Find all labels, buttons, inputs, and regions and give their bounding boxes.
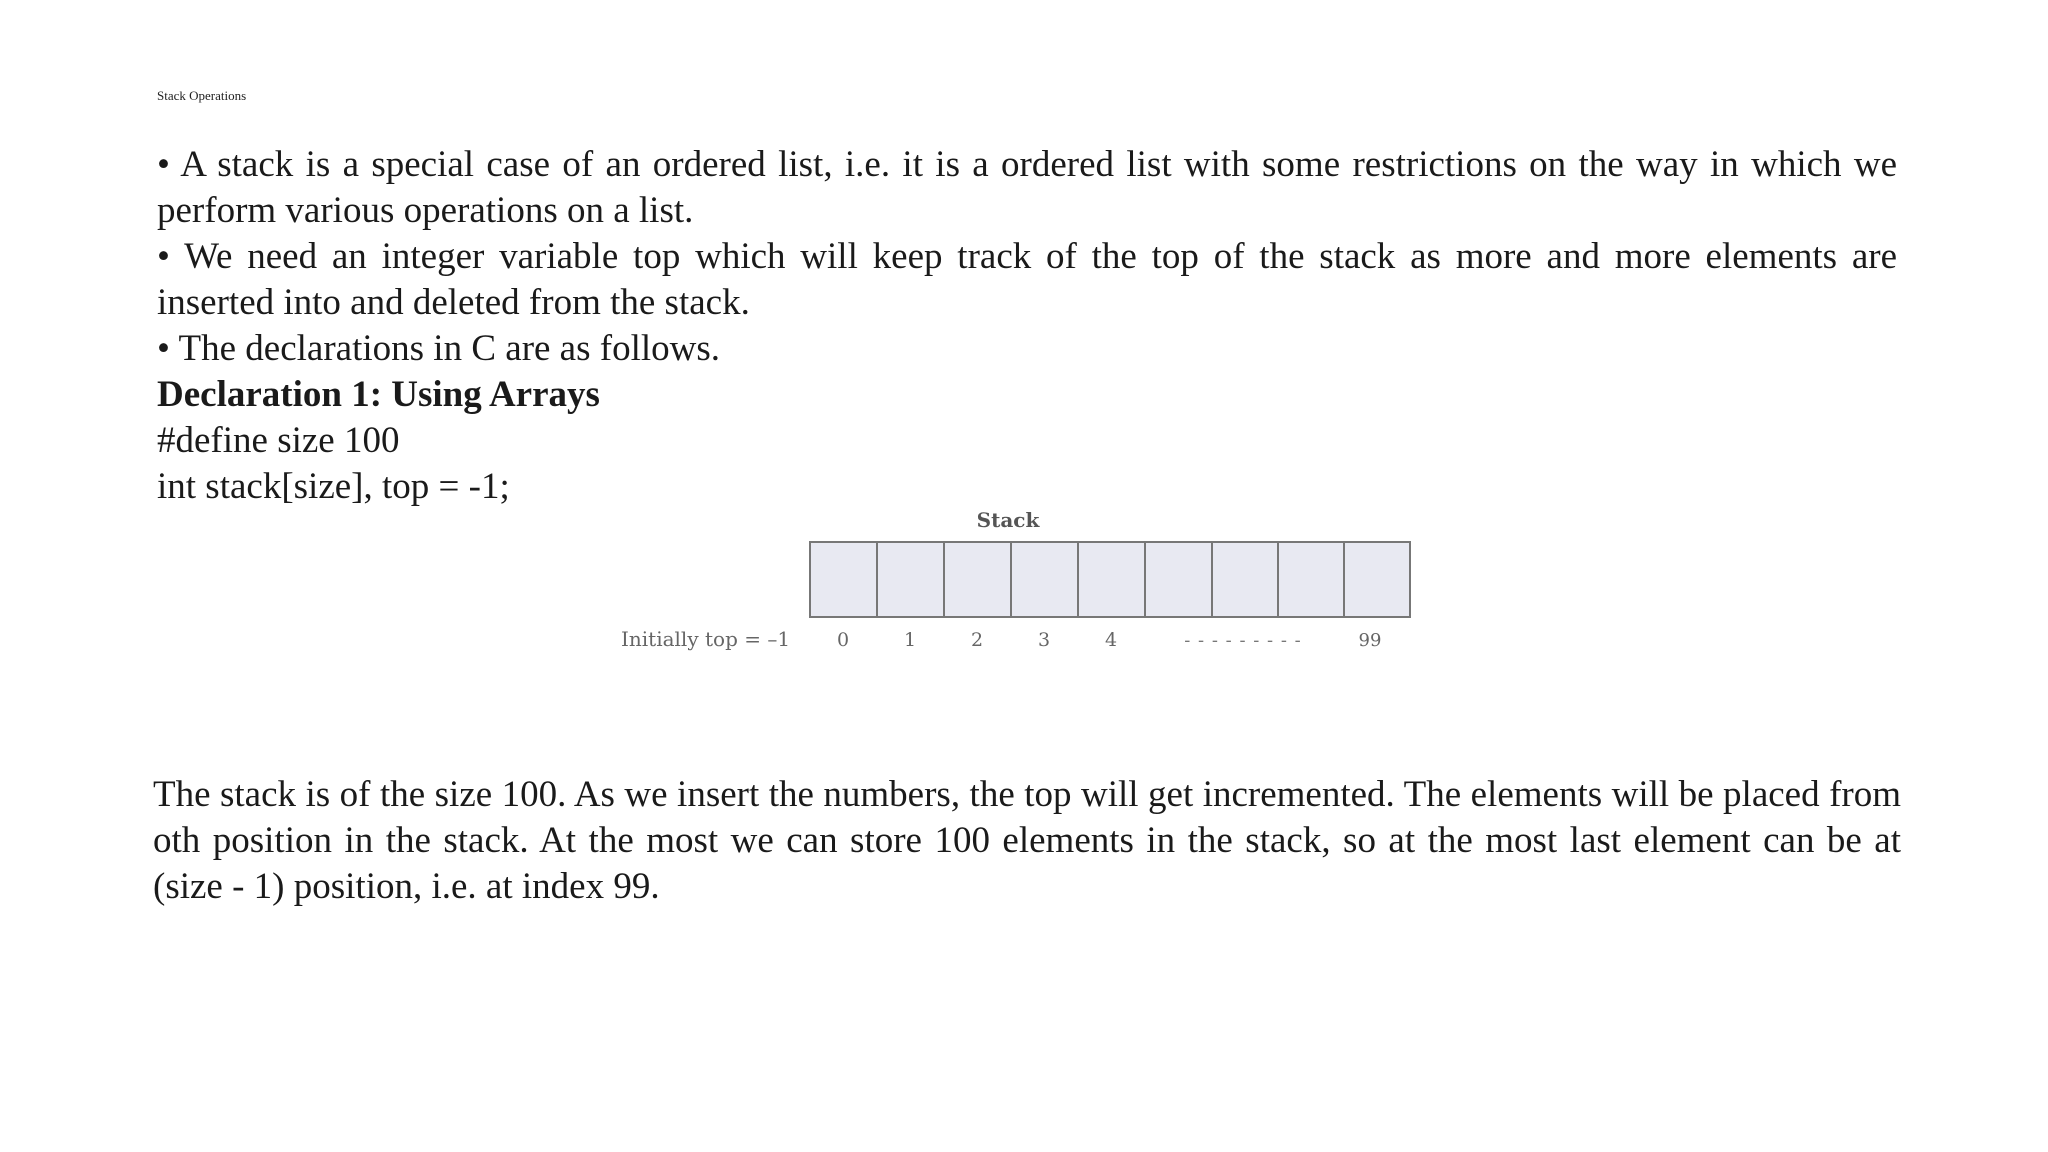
main-content: [157, 142, 1897, 510]
stack-diagram-svg: [600, 500, 1460, 670]
stack-cell: [1011, 542, 1078, 617]
bullet-top-variable: • We need an integer variable top which will keep track of the top of the stack as more and more elements are inserted into and deleted from the stack.: [157, 236, 1897, 323]
stack-cell: [1344, 542, 1410, 617]
index-label: 4: [1104, 629, 1118, 651]
index-ellipsis: - - - - - - - - -: [1184, 630, 1302, 651]
stack-title: Stack: [976, 508, 1040, 532]
page-header-label: Stack Operations: [157, 88, 247, 103]
index-labels: [837, 629, 1117, 651]
code-line-define: #define size 100: [157, 420, 400, 461]
bullet-declarations: • The declarations in C are as follows.: [157, 328, 721, 369]
stack-cell: [1278, 542, 1344, 617]
index-label: 2: [970, 629, 984, 651]
stack-cell: [1078, 542, 1145, 617]
stack-cells: [810, 542, 1410, 617]
bullet-stack-definition: • A stack is a special case of an ordered list, i.e. it is a ordered list with some restrictions on the way in which we perform various operations on a list.: [157, 144, 1897, 231]
stack-diagram: [600, 500, 1460, 670]
index-label: 3: [1037, 629, 1051, 651]
index-label: 1: [903, 629, 917, 651]
code-line-declaration: int stack[size], top = -1;: [157, 466, 510, 507]
stack-cell: [810, 542, 877, 617]
initial-top-label: Initially top = –1: [621, 627, 791, 651]
explanation-paragraph: The stack is of the size 100. As we insert the numbers, the top will get incremented. The elements will be placed from oth position in the stack. At the most we can store 100 elements in the stack, so at the most last element can be at (size - 1) position, i.e. at index 99.: [153, 774, 1901, 907]
declaration-heading: Declaration 1: Using Arrays: [157, 374, 600, 415]
index-label-last: 99: [1358, 630, 1382, 651]
stack-cell: [944, 542, 1011, 617]
stack-cell: [1145, 542, 1212, 617]
stack-cell: [877, 542, 944, 617]
index-label: 0: [836, 629, 850, 651]
stack-cell: [1212, 542, 1278, 617]
